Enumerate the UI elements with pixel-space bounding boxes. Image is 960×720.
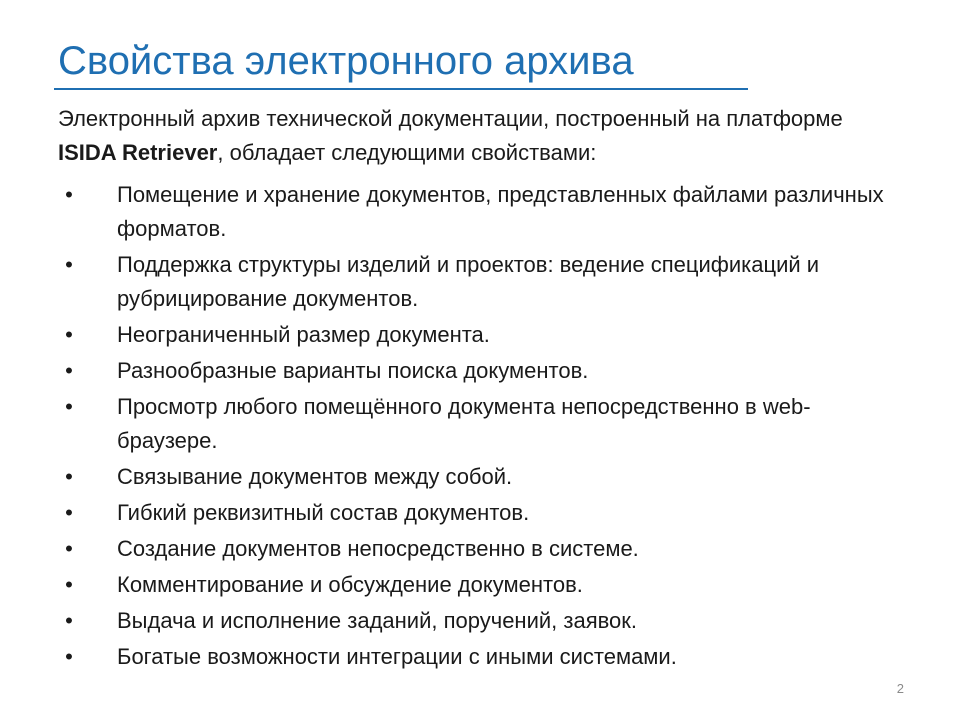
- list-item: [58, 604, 908, 638]
- list-item: [58, 178, 908, 246]
- bullet-icon: •: [65, 394, 73, 419]
- title-underline: [54, 88, 748, 90]
- list-item-text: Создание документов непосредственно в системе.: [117, 536, 639, 561]
- bullet-icon: •: [65, 464, 73, 489]
- intro-paragraph: [58, 102, 898, 170]
- list-item: [58, 568, 908, 602]
- slide-title: Свойства электронного архива: [58, 39, 634, 83]
- list-item-text: Гибкий реквизитный состав документов.: [117, 500, 530, 525]
- bullet-icon: •: [65, 500, 73, 525]
- list-item-text: Помещение и хранение документов, представленных файлами различных форматов.: [117, 182, 884, 241]
- bullet-icon: •: [65, 322, 73, 347]
- bullet-icon: •: [65, 608, 73, 633]
- bullet-icon: •: [65, 252, 73, 277]
- list-item: [58, 460, 908, 494]
- page-number: 2: [896, 681, 904, 696]
- list-item-text: Просмотр любого помещённого документа непосредственно в web-браузере.: [117, 394, 811, 453]
- list-item-text: Поддержка структуры изделий и проектов: ведение спецификаций и рубрицирование документов.: [117, 252, 820, 311]
- properties-list: [58, 178, 908, 676]
- list-item-text: Выдача и исполнение заданий, поручений, заявок.: [117, 608, 638, 633]
- intro-text-before: Электронный архив технической документации, построенный на платформе: [58, 106, 843, 131]
- list-item: [58, 532, 908, 566]
- bullet-icon: •: [65, 572, 73, 597]
- list-item-text: Разнообразные варианты поиска документов.: [117, 358, 589, 383]
- bullet-icon: •: [65, 536, 73, 561]
- list-item-text: Связывание документов между собой.: [117, 464, 513, 489]
- list-item: [58, 318, 908, 352]
- intro-product-name: ISIDA Retriever: [58, 140, 218, 165]
- bullet-icon: •: [65, 644, 73, 669]
- list-item: [58, 390, 908, 458]
- bullet-icon: •: [65, 182, 73, 207]
- list-item: [58, 354, 908, 388]
- list-item-text: Богатые возможности интеграции с иными системами.: [117, 644, 677, 669]
- list-item: [58, 640, 908, 674]
- bullet-icon: •: [65, 358, 73, 383]
- intro-text-after: , обладает следующими свойствами:: [217, 140, 597, 165]
- list-item: [58, 496, 908, 530]
- list-item-text: Комментирование и обсуждение документов.: [117, 572, 583, 597]
- list-item-text: Неограниченный размер документа.: [117, 322, 490, 347]
- list-item: [58, 248, 908, 316]
